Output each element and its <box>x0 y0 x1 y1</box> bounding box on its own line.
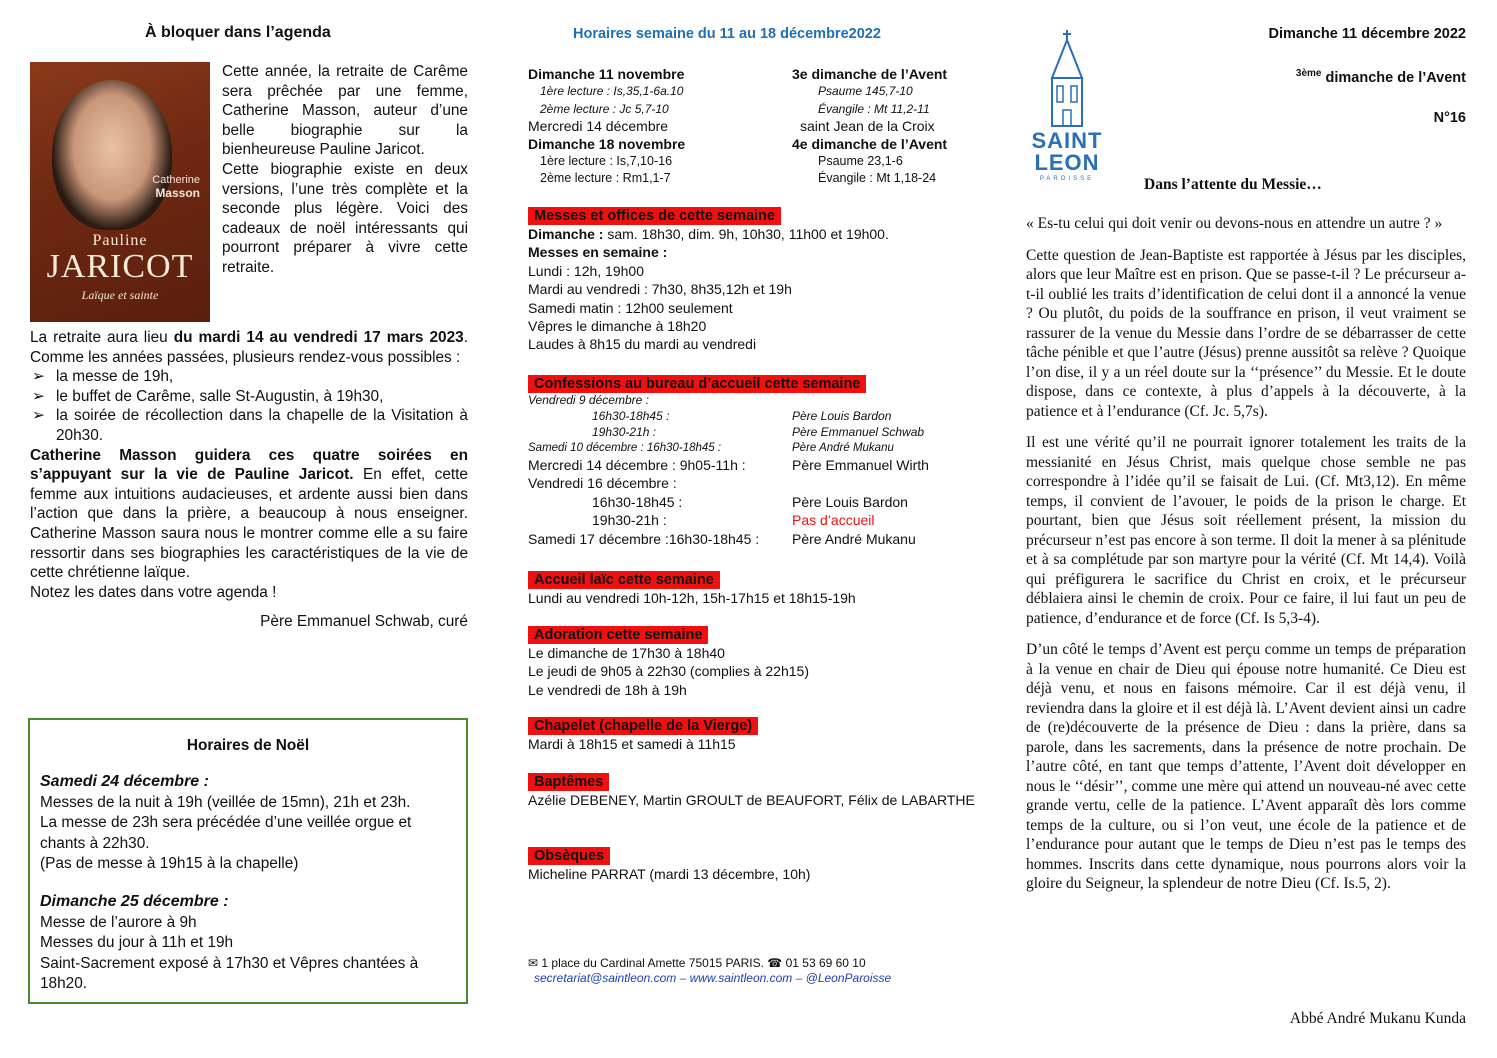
editorial-paragraph: D’un côté le temps d’Avent est perçu comme un temps de préparation à la venue en chair de Dieu qui épouse notre humanité. Ce Dieu est déjà venu, et nous en faisons mémoire. Car il est déjà venu, il reviendra dans la gloire et il est déjà là. L’Avent devient ainsi un cadre de (re)découverte de la présence de Dieu : dans la prière, dans sa parole, dans les sacrements, dans la présence de notre prochain. De l’autre côté, en tant que temps d’attente, l’Avent doit développer en nous le ‘‘désir’’, comme une mère qui attend un nouveau-né avec cette grande vertu, celle de la patience. L’Avent apparaît dès lors comme temps de la culture, ou si l’on veut, une école de la patience et de l’endurance pour autant que le temps de Dieu n’est pas le temps des hommes. Inscrits dans cette dynamique, nous pourrons alors voir la gloire du Seigneur, la splendeur de notre Dieu (Cf. Is.5, 2). <box>1026 641 1466 892</box>
dimanche-label: Dimanche : <box>528 226 604 242</box>
retraite-suffix: . Comme les années passées, plusieurs rendez-vous possibles : <box>30 329 469 366</box>
schedule-left: 2ème lecture : Jc 5,7-10 <box>540 101 669 116</box>
portrait <box>52 80 172 230</box>
obseques-line: Micheline PARRAT (mardi 13 décembre, 10h) <box>528 866 811 882</box>
curé-signature: Père Emmanuel Schwab, curé <box>260 613 468 631</box>
schedule-right: saint Jean de la Croix <box>800 118 935 135</box>
schedule-right: Évangile : Mt 1,18-24 <box>818 171 937 186</box>
logo-saint: SAINT <box>1031 128 1103 153</box>
conf-time: Mercredi 14 décembre : 9h05-11h : <box>528 457 746 473</box>
editorial-body <box>1026 214 1466 906</box>
sunday-name: dimanche de l’Avent <box>1321 69 1466 86</box>
address-line: ✉ 1 place du Cardinal Amette 75015 PARIS. ☎ 01 53 69 60 10 <box>528 956 866 970</box>
conf-row <box>528 408 978 424</box>
obseques-tag: Obsèques <box>528 847 610 865</box>
messes-line: Samedi matin : 12h00 seulement <box>528 299 733 316</box>
retraite-section <box>30 328 468 632</box>
schedule-row <box>528 83 978 100</box>
adoration-line: Le jeudi de 9h05 à 22h30 (complies à 22h15) <box>528 663 809 680</box>
bulletin-date: Dimanche 11 décembre 2022 <box>1268 26 1466 42</box>
dimanche-value: sam. 18h30, dim. 9h, 10h30, 11h00 et 19h00. <box>603 226 889 242</box>
schedule-right: Évangile : Mt 11,2-11 <box>818 101 930 116</box>
chapelet-line: Mardi à 18h15 et samedi à 11h15 <box>528 736 736 752</box>
adoration-tag: Adoration cette semaine <box>528 626 708 644</box>
intro-paragraph-2: Cette biographie existe en deux versions, l’une très complète et la seconde plus légère. Voici des cadeaux de noël intéressants qui pourront préparer à vivre cette retraite. <box>222 160 468 276</box>
logo-leon: LEON <box>1034 150 1100 175</box>
schedule-left: 2ème lecture : Rm1,1-7 <box>540 171 671 186</box>
intro-text <box>222 62 468 278</box>
noel-line: La messe de 23h sera précédée d’une veillée orgue et chants à 22h30. <box>40 814 412 852</box>
book-author-last: Masson <box>155 185 200 200</box>
confessions-section <box>528 374 978 548</box>
adoration-section <box>528 625 978 699</box>
contact-links[interactable]: secretariat@saintleon.com – www.saintleon.com – @LeonParoisse <box>534 971 892 985</box>
conf-time: Samedi 17 décembre :16h30-18h45 : <box>528 530 760 547</box>
adoration-line: Le vendredi de 18h à 19h <box>528 681 687 698</box>
conf-row <box>528 511 978 529</box>
schedule-row <box>528 118 978 135</box>
noel-box <box>28 718 468 1004</box>
schedule-left: Mercredi 14 décembre <box>528 118 669 135</box>
noel-day-1: Samedi 24 décembre : <box>40 773 209 791</box>
noel-line: Messes de la nuit à 19h (veillée de 15mn), 21h et 23h. <box>40 793 411 811</box>
editorial-title: Dans l’attente du Messie… <box>1144 176 1322 193</box>
list-item-text: le buffet de Carême, salle St-Augustin, à 19h30, <box>56 387 384 405</box>
retraite-list <box>30 367 468 445</box>
retraite-dates: du mardi 14 au vendredi 17 mars 2023 <box>173 329 464 346</box>
noel-line: Saint-Sacrement exposé à 17h30 et Vêpres chantées à 18h20. <box>40 954 419 993</box>
dimanche-line <box>528 225 978 243</box>
retraite-prefix: La retraite aura lieu <box>30 329 174 346</box>
semaine-label: Messes en semaine : <box>528 244 668 261</box>
guide-paragraph <box>30 446 468 583</box>
editorial-paragraph: Cette question de Jean-Baptiste est rapportée à Jésus par les disciples, alors que leur Maître est en prison. Que se passe-t-il ? Le précurseur a-t-il oublié les traits d’identification de celui dont il a annoncé la venue ? Ou plutôt, du poids de la souffrance en prison, il veut vraiment se rassurer de la venue du Messie dans l’ordre de se débarrasser de cette tâche pénible et que l’autre (Jésus) prenne aussitôt sa relève ? Quoique l’on dise, il y a un réel doute sur la ‘‘présence’’ du Messie. Et le doute dispose, dans ce contexte, à plus d’appels à la découverte, à la patience et à l’endurance (Cf. Jc. 5,7s). <box>1026 246 1466 420</box>
noel-line: Messes du jour à 11h et 19h <box>40 934 234 952</box>
conf-row <box>528 493 978 511</box>
schedule-row <box>528 136 978 153</box>
saint-leon-logo <box>1030 30 1104 182</box>
noel-line: (Pas de messe à 19h15 à la chapelle) <box>40 855 299 873</box>
conf-row <box>528 530 978 548</box>
accueil-line: Lundi au vendredi 10h-12h, 15h-17h15 et 18h15-19h <box>528 590 856 606</box>
schedule-row <box>528 66 978 83</box>
confessions-tag: Confessions au bureau d’accueil cette semaine <box>528 375 866 393</box>
schedule-heading: Horaires semaine du 11 au 18 décembre2022 <box>573 26 881 42</box>
sunday-ordinal: 3ème <box>1295 68 1322 79</box>
book-author-first: Catherine <box>152 174 200 186</box>
list-item <box>30 406 468 445</box>
schedule-row <box>528 170 978 187</box>
book-title-line1: Pauline <box>92 232 148 249</box>
baptemes-section <box>528 772 978 809</box>
conf-priest: Père André Mukanu <box>792 530 916 547</box>
list-item-text: la messe de 19h, <box>56 368 174 386</box>
intro-paragraph-1: Cette année, la retraite de Carême sera prêchée par une femme, Catherine Masson, auteur d’une belle biographie sur la bienheureuse Pauline Jaricot. <box>222 63 468 159</box>
schedule-row <box>528 101 978 118</box>
accueil-tag: Accueil laïc cette semaine <box>528 571 720 589</box>
book-subtitle: Laïque et sainte <box>81 288 159 302</box>
schedule-left: 1ère lecture : Is,7,10-16 <box>540 154 673 169</box>
conf-priest: Père Emmanuel Schwab <box>792 425 925 439</box>
accueil-section <box>528 570 978 607</box>
conf-time: Samedi 10 décembre : 16h30-18h45 : <box>528 442 722 454</box>
noel-title: Horaires de Noël <box>186 737 310 754</box>
conf-line: Vendredi 9 décembre : <box>528 393 649 407</box>
schedule-right: 4e dimanche de l’Avent <box>792 135 948 152</box>
schedule-right: Psaume 23,1-6 <box>818 154 903 169</box>
conf-time: 19h30-21h : <box>592 425 657 439</box>
schedule-row <box>528 153 978 170</box>
book-title-line2: JARICOT <box>46 248 194 285</box>
conf-row <box>528 440 978 456</box>
retraite-paragraph <box>30 328 468 367</box>
baptemes-tag: Baptêmes <box>528 773 609 791</box>
logo-paroisse: PAROISSE <box>1039 176 1095 182</box>
liturgy-schedule <box>528 66 978 188</box>
messes-line: Lundi : 12h, 19h00 <box>528 262 644 279</box>
arrow-bullet-icon: ➢ <box>32 387 45 405</box>
book-cover-image <box>30 62 210 322</box>
conf-time: 16h30-18h45 : <box>592 493 683 510</box>
conf-no-accueil: Pas d’accueil <box>792 512 875 529</box>
conf-row <box>528 424 978 440</box>
guide-bold: Catherine Masson guidera ces quatre soirées en s’appuyant sur la vie de Pauline Jaricot. <box>30 446 468 484</box>
parish-address <box>528 956 891 986</box>
editorial-paragraph: « Es-tu celui qui doit venir ou devons-nous en attendre un autre ? » <box>1026 215 1443 232</box>
conf-priest: Père Louis Bardon <box>792 409 892 423</box>
notez-line: Notez les dates dans votre agenda ! <box>30 583 277 601</box>
messes-line: Mardi au vendredi : 7h30, 8h35,12h et 19h <box>528 281 792 298</box>
list-item-text: la soirée de récollection dans la chapelle de la Visitation à 20h30. <box>56 407 468 444</box>
book-author <box>152 174 200 200</box>
editorial-paragraph: Il est une vérité qu’il ne pourrait ignorer totalement les traits de la messianité en Jésus Christ, mais quelque chose semble ne pas correspondre à l’idée qu’il se faisait de Lui. (Cf. Mt3,12). En même temps, il convient de l’avouer, le poids de la prison le charge. Et pourtant, bien que Jésus soit réellement présent, la mission du précurseur n’est pas encore à son terme. Il doit la mener à sa plénitude et à sa complétude par son martyre pour la vérité (Cf. Mt 14,4). Voilà qui préfigurera le sacrifice du Christ en croix, et le précurseur déblaiera ainsi le chemin de croix. Pour ce faire, il lui faut un peu de patience, d’endurance et de force (Cf. Is 5,3-4). <box>1026 434 1466 627</box>
schedule-left: Dimanche 18 novembre <box>528 135 686 152</box>
noel-line: Messe de l’aurore à 9h <box>40 913 197 931</box>
conf-priest: Père André Mukanu <box>792 442 894 454</box>
schedule-right: Psaume 145,7-10 <box>818 84 913 99</box>
editorial-signature: Abbé André Mukanu Kunda <box>1289 1010 1466 1027</box>
conf-time: 19h30-21h : <box>592 512 667 529</box>
bulletin-number: N°16 <box>1433 110 1466 126</box>
church-spire-icon <box>1030 30 1104 130</box>
conf-priest: Père Emmanuel Wirth <box>792 457 929 473</box>
arrow-bullet-icon: ➢ <box>32 407 45 425</box>
chapelet-section <box>528 716 978 753</box>
messes-section <box>528 206 978 354</box>
conf-row <box>528 456 978 474</box>
agenda-heading: À bloquer dans l’agenda <box>145 24 331 41</box>
schedule-left: Dimanche 11 novembre <box>528 66 685 82</box>
conf-priest: Père Louis Bardon <box>792 493 908 510</box>
noel-day-2: Dimanche 25 décembre : <box>40 893 229 911</box>
list-item <box>30 367 468 387</box>
conf-line: Vendredi 16 décembre : <box>528 475 677 492</box>
list-item <box>30 387 468 407</box>
conf-time: 16h30-18h45 : <box>592 409 670 423</box>
messes-line: Laudes à 8h15 du mardi au vendredi <box>528 336 757 353</box>
messes-line: Vêpres le dimanche à 18h20 <box>528 318 707 335</box>
schedule-left: 1ère lecture : Is,35,1-6a.10 <box>540 84 684 99</box>
chapelet-tag: Chapelet (chapelle de la Vierge) <box>528 717 758 735</box>
adoration-line: Le dimanche de 17h30 à 18h40 <box>528 645 725 661</box>
baptemes-line: Azélie DEBENEY, Martin GROULT de BEAUFORT, Félix de LABARTHE <box>528 792 975 808</box>
messes-tag: Messes et offices de cette semaine <box>528 207 781 225</box>
arrow-bullet-icon: ➢ <box>32 368 45 386</box>
obseques-section <box>528 846 978 883</box>
sunday-label <box>1296 68 1466 86</box>
schedule-right: 3e dimanche de l’Avent <box>792 66 948 82</box>
guide-rest: En effet, cette femme aux intuitions audacieuses, et ardente aussi bien dans l’action que dans la prière, a beaucoup à nous enseigner. Catherine Masson saura nous le montrer comme elle a su faire ressortir dans ses biographies les caractéristiques de la vie de cette chrétienne laïque. <box>30 466 468 582</box>
